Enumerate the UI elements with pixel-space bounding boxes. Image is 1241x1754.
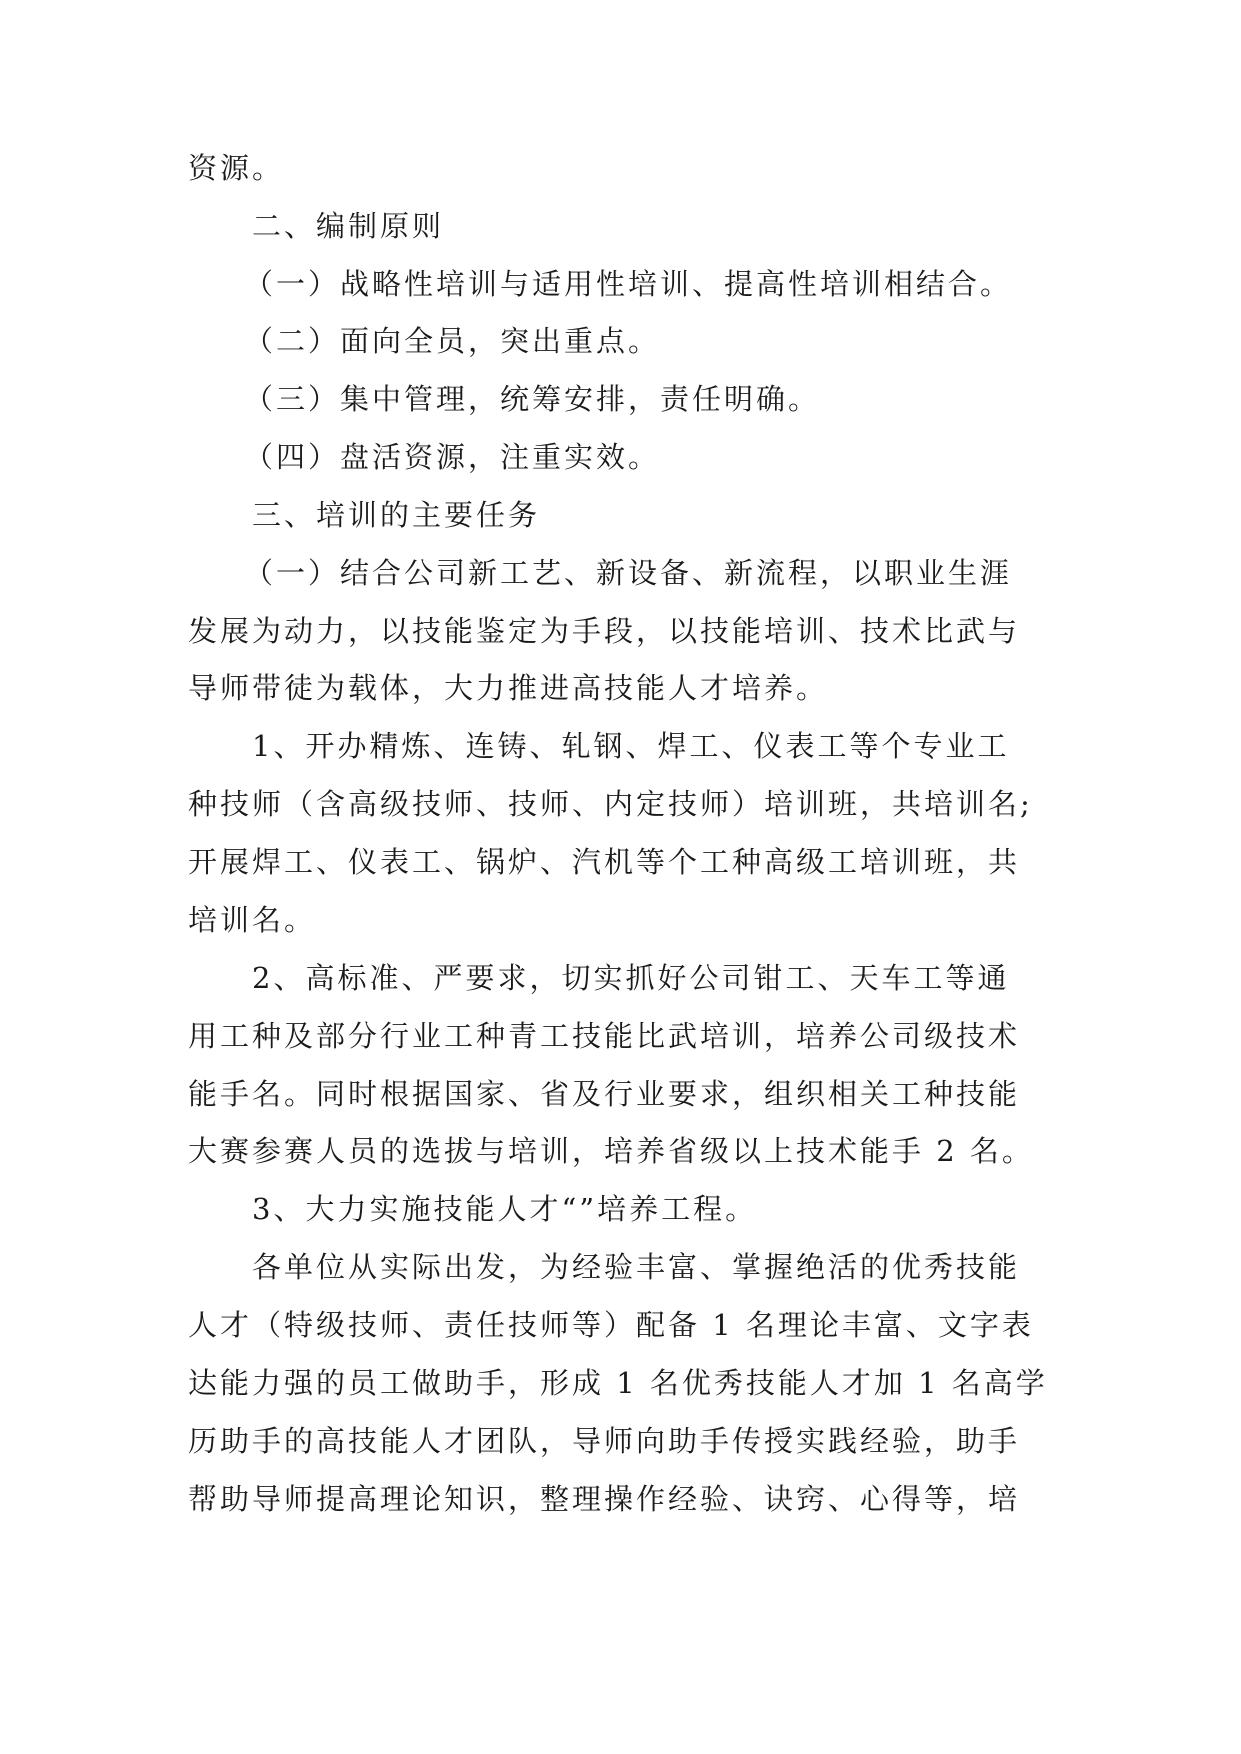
paragraph-line: 种技师（含高级技师、技师、内定技师）培训班，共培训名; (188, 787, 1033, 821)
section-heading: 二、编制原则 (252, 209, 445, 243)
list-item: （二）面向全员，突出重点。 (244, 324, 661, 358)
paragraph-line: 大赛参赛人员的选拔与培训，培养省级以上技术能手 2 名。 (188, 1134, 1034, 1168)
list-item: （四）盘活资源，注重实效。 (244, 440, 661, 474)
paragraph-line: 用工种及部分行业工种青工技能比武培训，培养公司级技术 (188, 1019, 1021, 1053)
paragraph-line: 历助手的高技能人才团队，导师向助手传授实践经验，助手 (188, 1424, 1021, 1458)
text-line: 资源。 (188, 151, 285, 185)
paragraph-line: 3、大力实施技能人才“”培养工程。 (252, 1192, 758, 1226)
paragraph-line: 培训名。 (188, 903, 317, 937)
paragraph-line: 人才（特级技师、责任技师等）配备 1 名理论丰富、文字表 (188, 1308, 1034, 1342)
paragraph-line: 发展为动力，以技能鉴定为手段，以技能培训、技术比武与 (188, 614, 1021, 648)
paragraph-line: 1、开办精炼、连铸、轧钢、焊工、仪表工等个专业工 (252, 729, 1010, 763)
paragraph-line: 达能力强的员工做助手，形成 1 名优秀技能人才加 1 名高学 (188, 1366, 1048, 1400)
paragraph-line: 开展焊工、仪表工、锅炉、汽机等个工种高级工培训班，共 (188, 845, 1021, 879)
paragraph-line: 导师带徒为载体，大力推进高技能人才培养。 (188, 671, 829, 705)
paragraph-line: 能手名。同时根据国家、省及行业要求，组织相关工种技能 (188, 1077, 1021, 1111)
paragraph-line: 帮助导师提高理论知识，整理操作经验、诀窍、心得等，培 (188, 1482, 1021, 1516)
paragraph-line: （一）结合公司新工艺、新设备、新流程，以职业生涯 (244, 556, 1013, 590)
list-item: （三）集中管理，统筹安排，责任明确。 (244, 382, 821, 416)
paragraph-line: 各单位从实际出发，为经验丰富、掌握绝活的优秀技能 (252, 1250, 1021, 1284)
list-item: （一）战略性培训与适用性培训、提高性培训相结合。 (244, 267, 1013, 301)
section-heading: 三、培训的主要任务 (252, 498, 541, 532)
paragraph-line: 2、高标准、严要求，切实抓好公司钳工、天车工等通 (252, 961, 1010, 995)
